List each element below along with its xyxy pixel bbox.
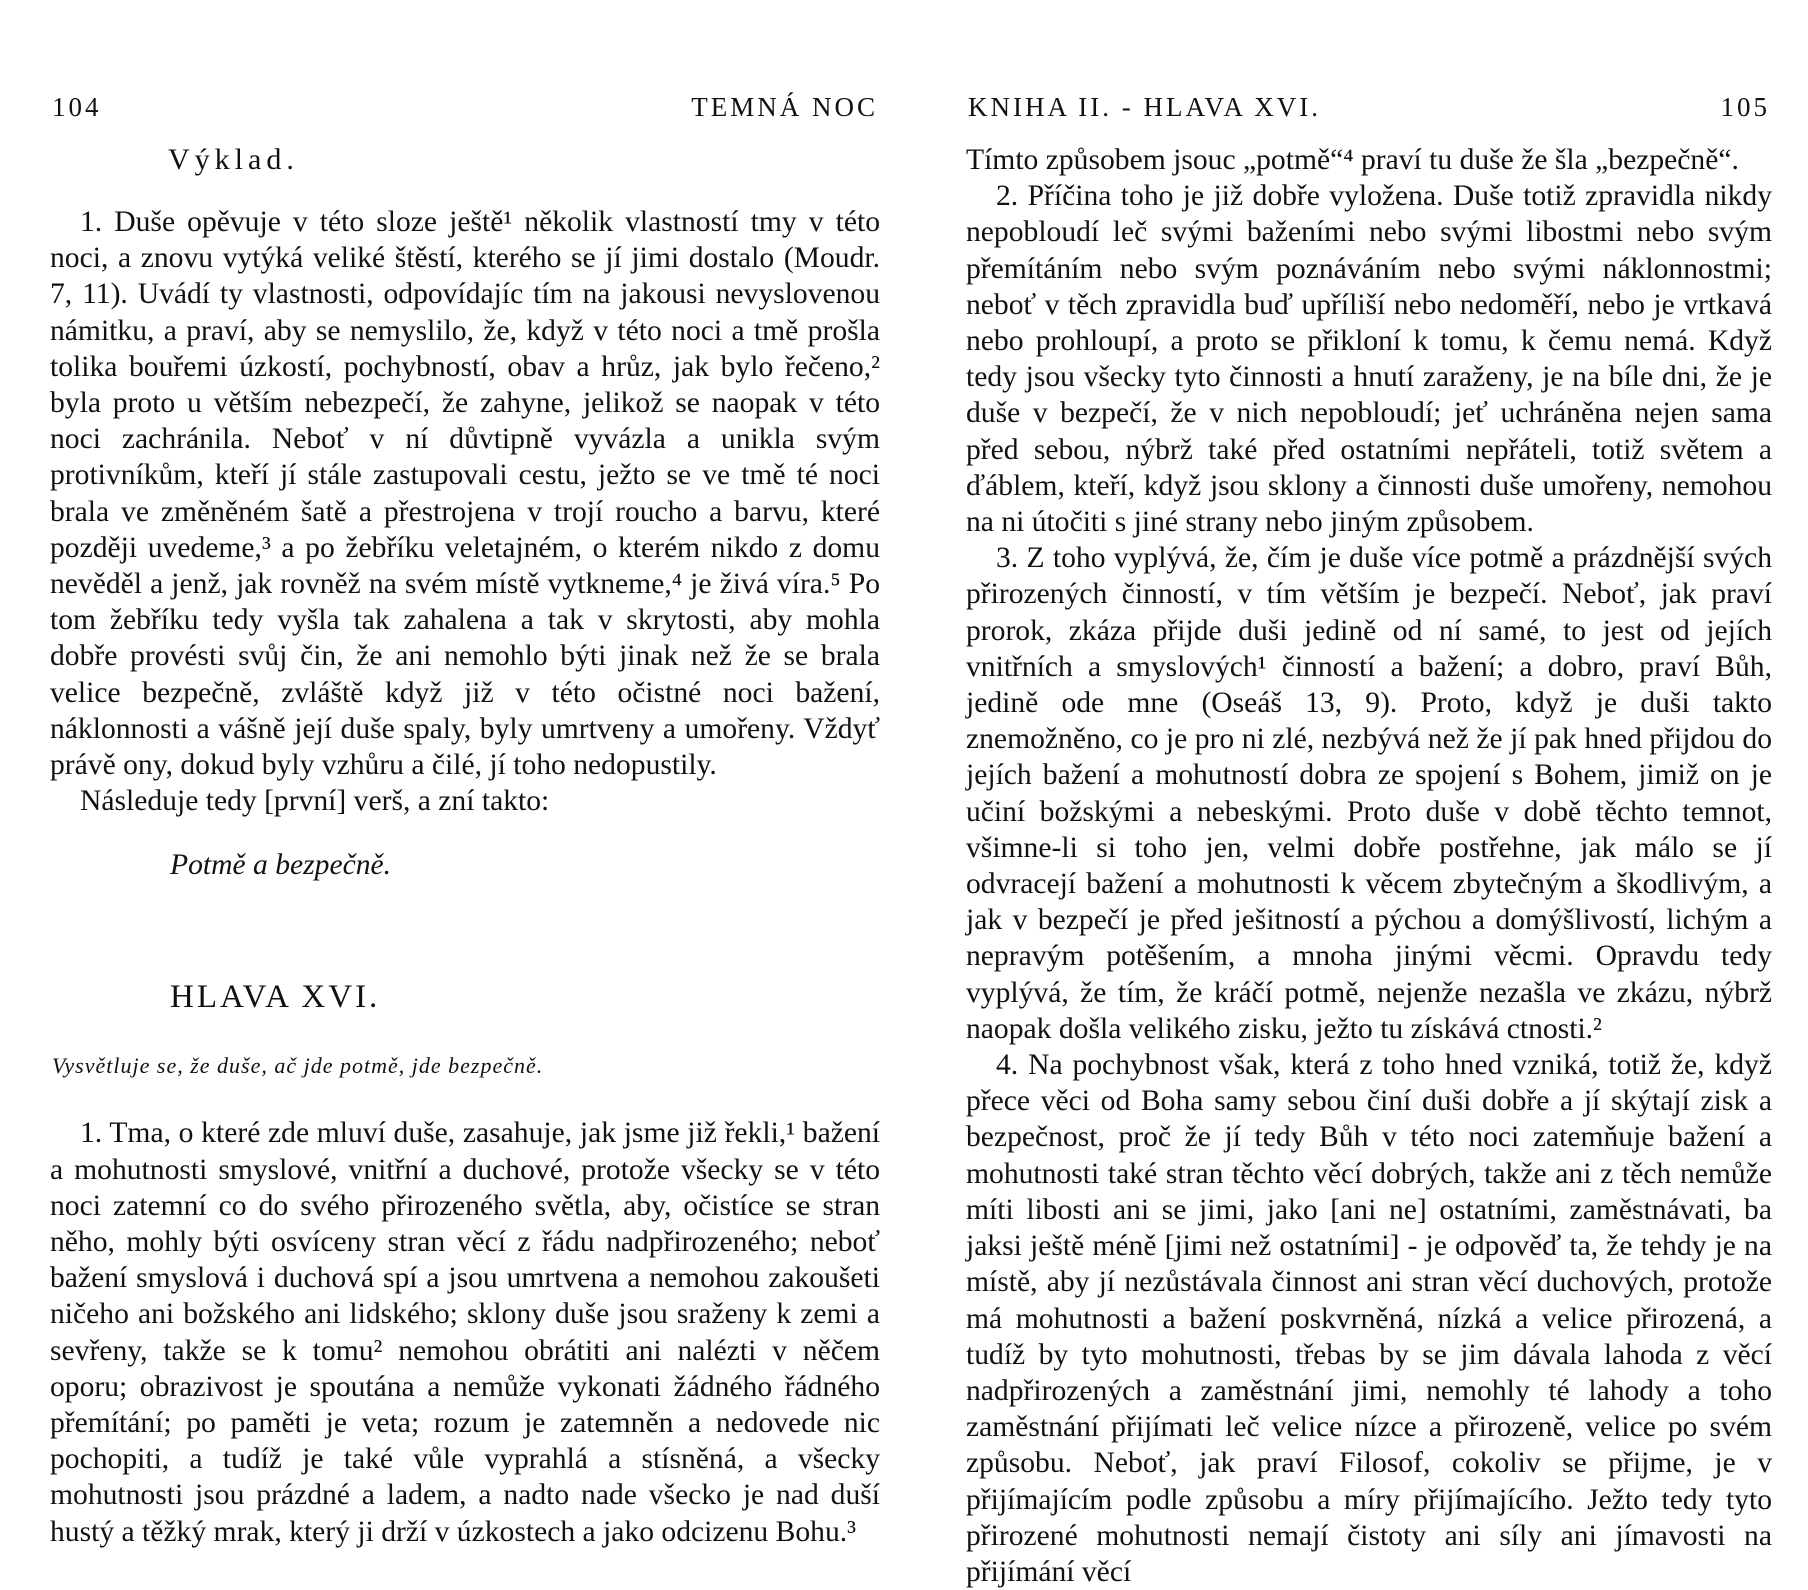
right-page-header bbox=[966, 92, 1772, 128]
left-page-body bbox=[50, 142, 880, 1550]
paragraph: Následuje tedy [první] verš, a zní takto: bbox=[80, 785, 550, 818]
paragraph: Tímto způsobem jsouc „potmě“⁴ praví tu duše že šla „bezpečně“. bbox=[966, 144, 1739, 176]
right-page-body bbox=[966, 142, 1772, 1590]
chapter-title: HLAVA XVI. bbox=[170, 979, 381, 1016]
verse-line: Potmě a bezpečně. bbox=[170, 849, 392, 882]
left-page bbox=[50, 0, 880, 1548]
paragraph: 1. Tma, o které zde mluví duše, zasahuje, jak jsme již řekli,¹ bažení a mohutnosti smyslové, vnitřní a duchové, protože všecky se v této noci zatemní co do svého přirozeného světla, aby, očistíce se stran něho, mohly býti osvíceny stran věcí z řádu nadpřirozeného; neboť bažení smyslová i duchová spí a jsou umrtvena a nemohou zakoušeti ničeho ani božského ani lidského; sklony duše jsou sraženy k zemi a sevřeny, takže se k tomu² nemohou obrátiti ani nalézti v něčem oporu; obrazivost je spoutána a nemůže vykonati žádného řádného přemítání; po paměti je veta; rozum je zatemněn a nedovede nic pochopiti, a tudíž je také vůle vyprahlá a stísněná, a všecky mohutnosti jsou prázdné a ladem, a nadto nade všecko je nad duší hustý a těžký mrak, který ji drží v úzkostech a jako odcizenu Bohu.³ bbox=[50, 1117, 880, 1548]
paragraph: 4. Na pochybnost však, která z toho hned vzniká, totiž že, když přece věci od Boha samy sebou činí duši dobře a jí skýtají zisk a bezpečnost, proč že jí tedy Bůh v této noci zatemňuje bažení a mohutnosti také stran těchto věcí dobrých, takže ani z těch nemůže míti libosti ani se jimi, jako [ani ne] ostatními, zaměstnávati, ba jaksi ještě méně [jimi než ostatními] - je odpověď ta, že tehdy je na místě, aby jí nezůstávala činnost ani stran věcí duchových, protože má mohutnosti a bažení poskvrněná, nízká a velice přirozená, a tudíž by tyto mohutnosti, třebas by se jim dávala lahoda z věcí nadpřirozených a zaměstnání jimi, nemohly té lahody a toho zaměstnání přijímati leč velice nízce a přirozeně, velice po svém způsobu. Neboť, jak praví Filosof, cokoliv se přijme, je v přijímajícím podle způsobu a míry přijímajícího. Ježto tedy tyto přirozené mohutnosti nemají čistoty ani síly ani jímavosti na přijímání věcí bbox=[966, 1049, 1772, 1588]
paragraph: 3. Z toho vyplývá, že, čím je duše více potmě a prázdnější svých přirozených činností, v tím větším je bezpečí. Neboť, jak praví prorok, zkáza přijde duši jedině od ní samé, to jest od jejích vnitřních a smyslových¹ činností a bažení; a dobro, praví Bůh, jedině ode mne (Oseáš 13, 9). Proto, když je duši takto znemožněno, co je pro ni zlé, nezbývá než že jí pak hned přijdou do jejích bažení a mohutností dobra ze spojení s Bohem, jimiž on je učiní božskými a nebeskými. Proto duše v době těchto temnot, všimne-li si toho jen, velmi dobře postřehne, jak málo se jí odvracejí bažení a mohutnosti k věcem zbytečným a škodlivým, a jak v bezpečí je před ješitností a pýchou a domýšlivostí, lichým a nepravým potěšením, a mnoha jinými věcmi. Opravdu tedy vyplývá, že tím, že kráčí potmě, nejenže nezašla ve zkázu, nýbrž naopak došla velikého zisku, ježto tu získává ctnosti.² bbox=[966, 542, 1772, 1045]
running-head: KNIHA II. - HLAVA XVI. bbox=[968, 92, 1321, 122]
chapter-summary: Vysvětluje se, že duše, ač jde potmě, jde bezpečně. bbox=[52, 1053, 544, 1079]
right-page bbox=[966, 0, 1772, 1588]
page-number: 104 bbox=[52, 92, 102, 122]
paragraph: 2. Příčina toho je již dobře vyložena. Duše totiž zpravidla nikdy nepobloudí leč svými baženími nebo svými libostmi nebo svým přemítáním nebo svým poznáváním nebo svými náklonnostmi; neboť v těch zpravidla buď upříliší nebo nedoměří, nebo je vrtkavá nebo prohloupí, a proto se přikloní k tomu, k čemu nemá. Když tedy jsou všecky tyto činnosti a hnutí zaraženy, je na bíle dni, že je duše v bezpečí, že v nich nepobloudí; jeť uchráněna nejen sama před sebou, nýbrž také před ostatními nepřáteli, totiž světem a ďáblem, kteří, když jsou sklony a činnosti duše umořeny, nemohou na ni útočiti s jiné strany nebo jiným způsobem. bbox=[966, 180, 1772, 539]
page-number: 105 bbox=[1720, 92, 1770, 122]
running-head: TEMNÁ NOC bbox=[691, 92, 878, 122]
section-heading: Výklad. bbox=[168, 143, 299, 176]
left-page-header bbox=[50, 92, 880, 128]
paragraph: 1. Duše opěvuje v této sloze ještě¹ několik vlastností tmy v této noci, a znovu vytýká veliké štěstí, kterého se jí jimi dostalo (Moudr. 7, 11). Uvádí ty vlastnosti, odpovídajíc tím na jakousi nevyslovenou námitku, a praví, aby se nemyslilo, že, když v této noci a tmě prošla tolika bouřemi úzkostí, pochybností, obav a hrůz, jak bylo řečeno,² byla proto u větším nebezpečí, že zahyne, jelikož se naopak v této noci zachránila. Neboť v ní důvtipně vyvázla a unikla svým protivníkům, kteří jí stále zastupovali cestu, ježto se ve tmě té noci brala ve změněném šatě a přestrojena v trojí roucho a barvu, které později uvedeme,³ a po žebříku veletajném, o kterém nikdo z domu nevěděl a jenž, jak rovněž na svém místě vytkneme,⁴ je živá víra.⁵ Po tom žebříku tedy vyšla tak zahalena a tak v skrytosti, aby mohla dobře provésti svůj čin, že ani nemohlo býti jinak než že se brala velice bezpečně, zvláště když již v této očistné noci bažení, náklonnosti a vášně její duše spaly, byly umrtveny a umořeny. Vždyť právě ony, dokud byly vzhůru a čilé, jí toho nedopustily. bbox=[50, 206, 880, 782]
